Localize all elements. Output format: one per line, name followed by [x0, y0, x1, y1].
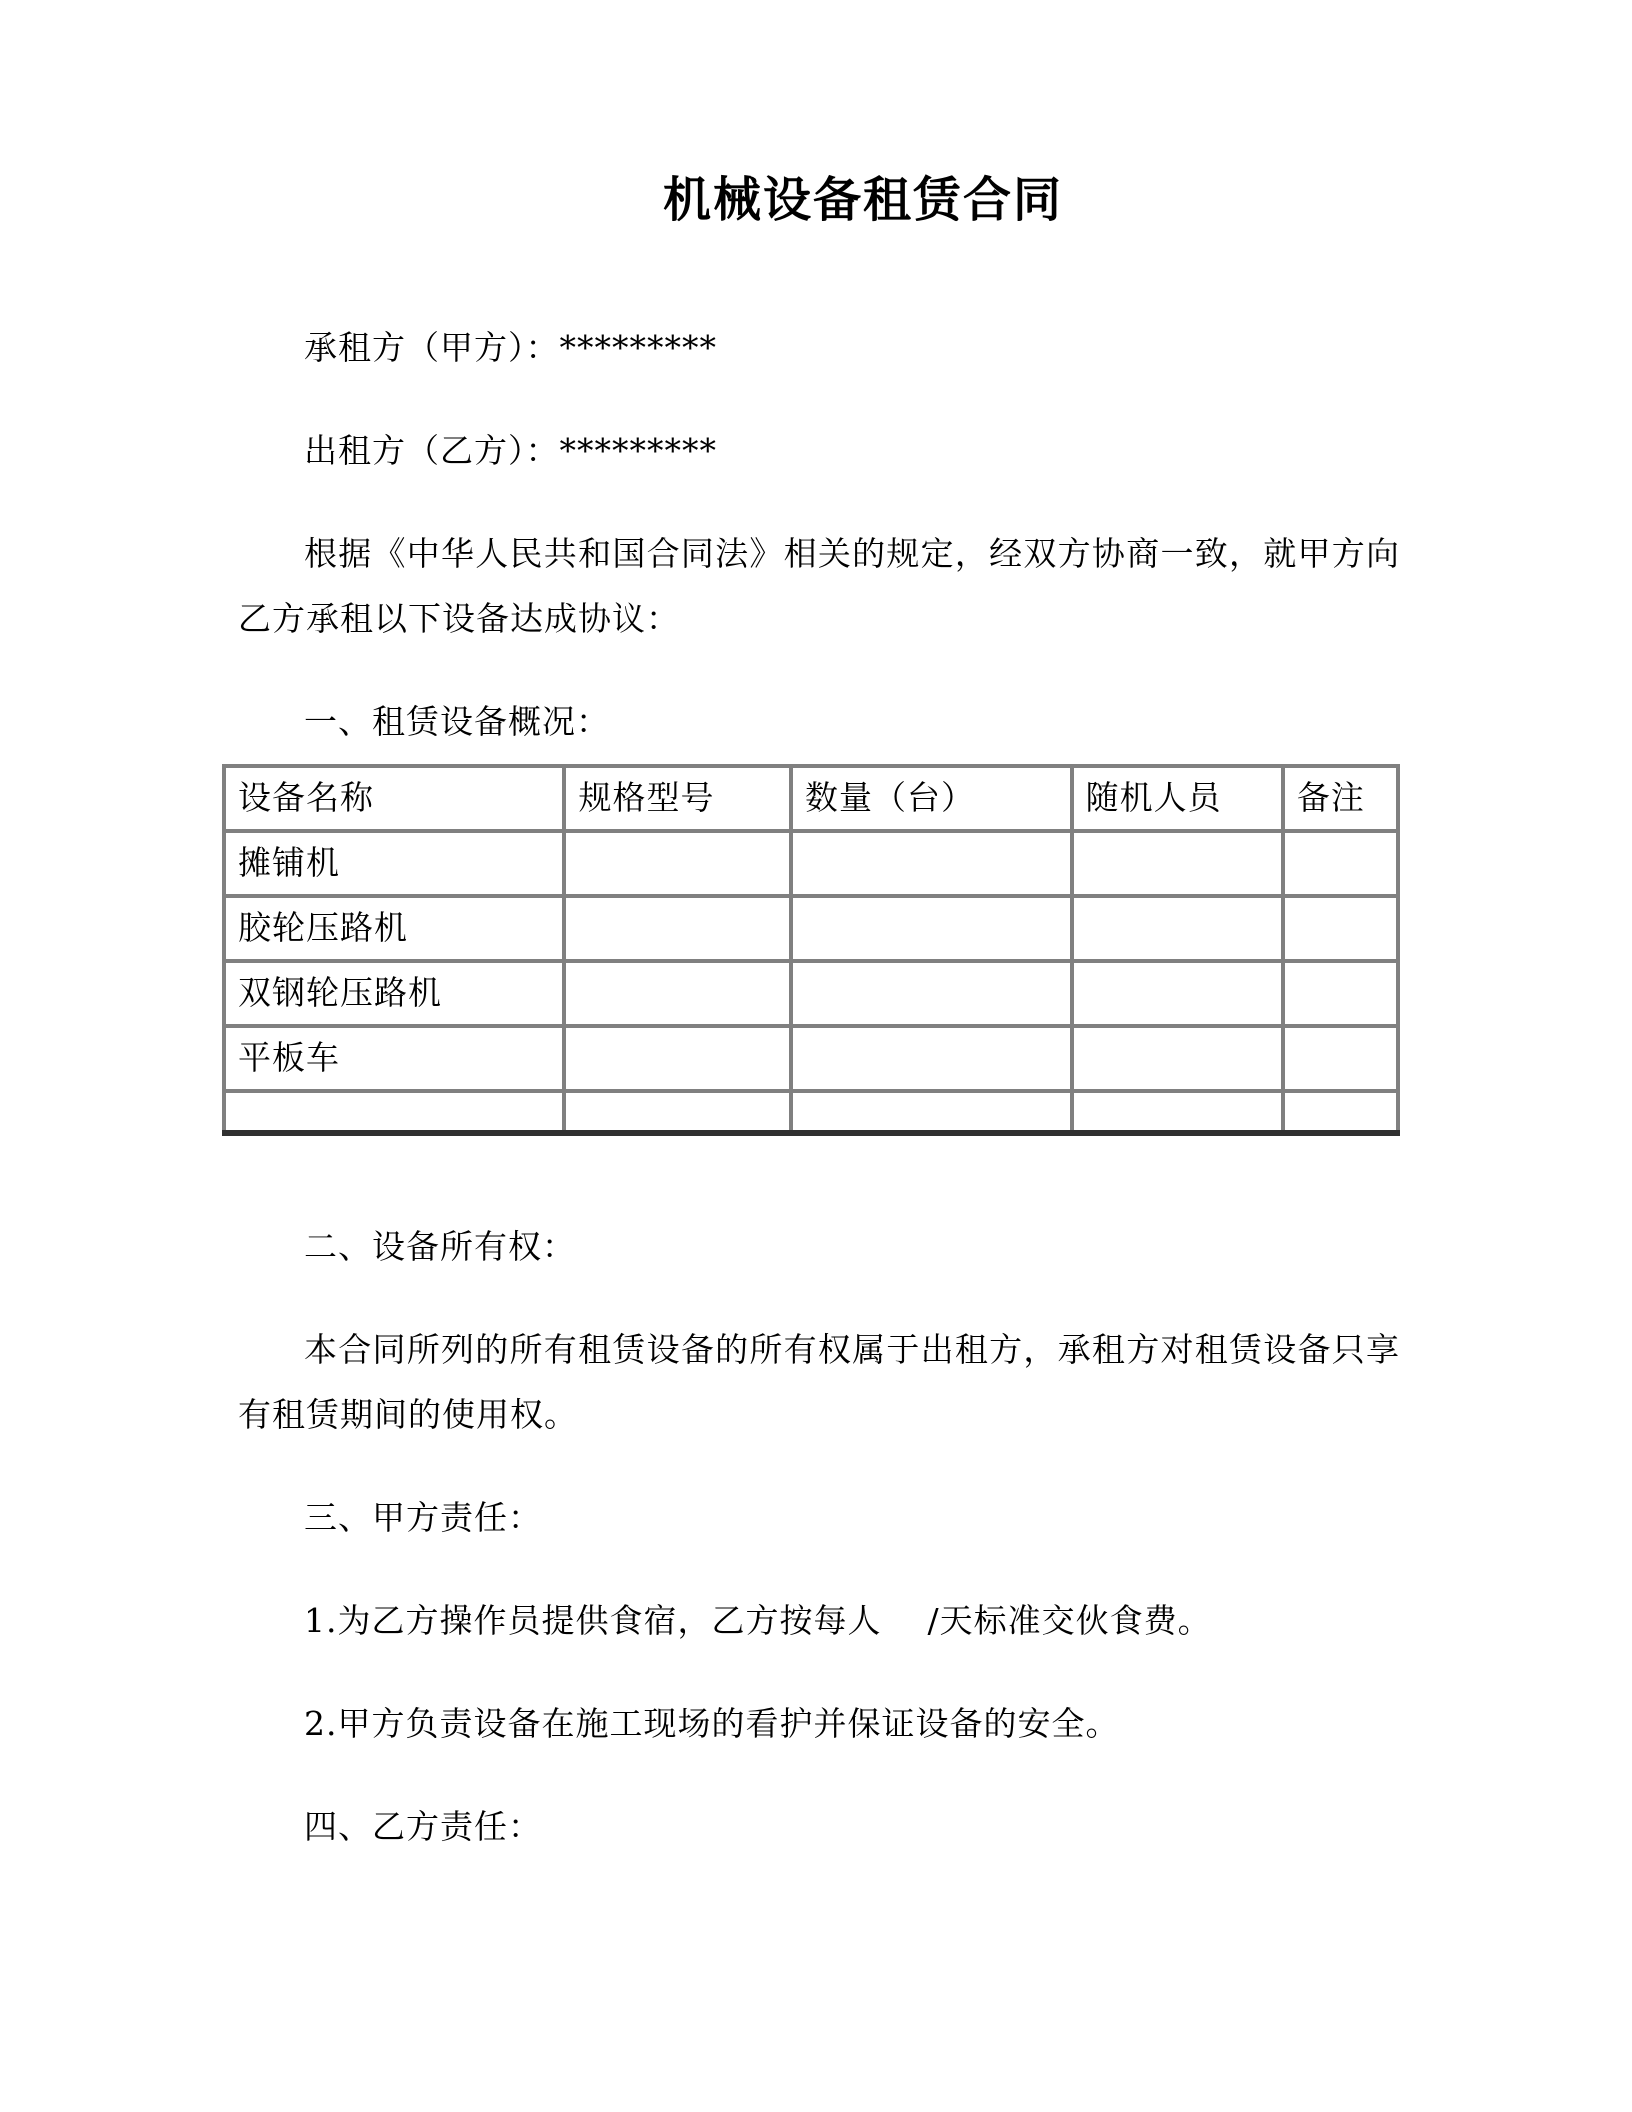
section-4-heading: 四、乙方责任：: [304, 1807, 542, 1846]
table-cell: [564, 831, 791, 896]
table-cell: [564, 1091, 791, 1133]
column-header-quantity: 数量（台）: [791, 766, 1072, 831]
party-lessor-line: 出租方（乙方）：*********: [304, 431, 717, 470]
section-2-heading: 二、设备所有权：: [304, 1227, 576, 1266]
table-row-tandem-roller: [224, 961, 1398, 1026]
table-cell: [1072, 896, 1283, 961]
table-cell: [564, 1026, 791, 1091]
column-header-crew: 随机人员: [1072, 766, 1283, 831]
clause-2-item: 2.甲方负责设备在施工现场的看护并保证设备的安全。: [304, 1704, 1120, 1743]
equipment-table: [222, 764, 1400, 1136]
column-header-device-name: 设备名称: [224, 766, 564, 831]
section-1-heading: 一、租赁设备概况：: [304, 702, 610, 741]
table-cell: [1072, 1026, 1283, 1091]
section-2-paragraph: 本合同所列的所有租赁设备的所有权属于出租方，承租方对租赁设备只享有租赁期间的使用权。: [238, 1330, 1400, 1434]
intro-paragraph: 根据《中华人民共和国合同法》相关的规定，经双方协商一致，就甲方向乙方承租以下设备达成协议：: [238, 534, 1400, 638]
table-cell: [791, 896, 1072, 961]
table-cell: [1072, 831, 1283, 896]
table-cell: [1283, 1026, 1398, 1091]
table-cell: 胶轮压路机: [224, 896, 564, 961]
section-3-heading: 三、甲方责任：: [304, 1498, 542, 1537]
table-cell: [564, 896, 791, 961]
table-cell: [1283, 961, 1398, 1026]
table-row-empty: [224, 1091, 1398, 1133]
table-cell: [791, 961, 1072, 1026]
table-cell: [791, 1026, 1072, 1091]
table-cell: [1072, 1091, 1283, 1133]
equipment-table-header-row: [224, 766, 1398, 831]
table-cell: 摊铺机: [224, 831, 564, 896]
party-lessee-line: 承租方（甲方）：*********: [304, 328, 717, 367]
column-header-remarks: 备注: [1283, 766, 1398, 831]
table-cell: [1283, 1091, 1398, 1133]
table-row-flatbed-truck: [224, 1026, 1398, 1091]
table-row-paver: [224, 831, 1398, 896]
table-cell: [791, 831, 1072, 896]
table-cell: [564, 961, 791, 1026]
table-cell: [791, 1091, 1072, 1133]
table-cell: 双钢轮压路机: [224, 961, 564, 1026]
table-cell: [1283, 896, 1398, 961]
document-title: 机械设备租赁合同: [662, 172, 1063, 228]
table-cell: [1072, 961, 1283, 1026]
table-cell: [1283, 831, 1398, 896]
column-header-spec-model: 规格型号: [564, 766, 791, 831]
clause-1-item: 1.为乙方操作员提供食宿，乙方按每人 /天标准交伙食费。: [304, 1601, 1212, 1640]
table-row-pneumatic-roller: [224, 896, 1398, 961]
table-cell: 平板车: [224, 1026, 564, 1091]
table-cell: [224, 1091, 564, 1133]
